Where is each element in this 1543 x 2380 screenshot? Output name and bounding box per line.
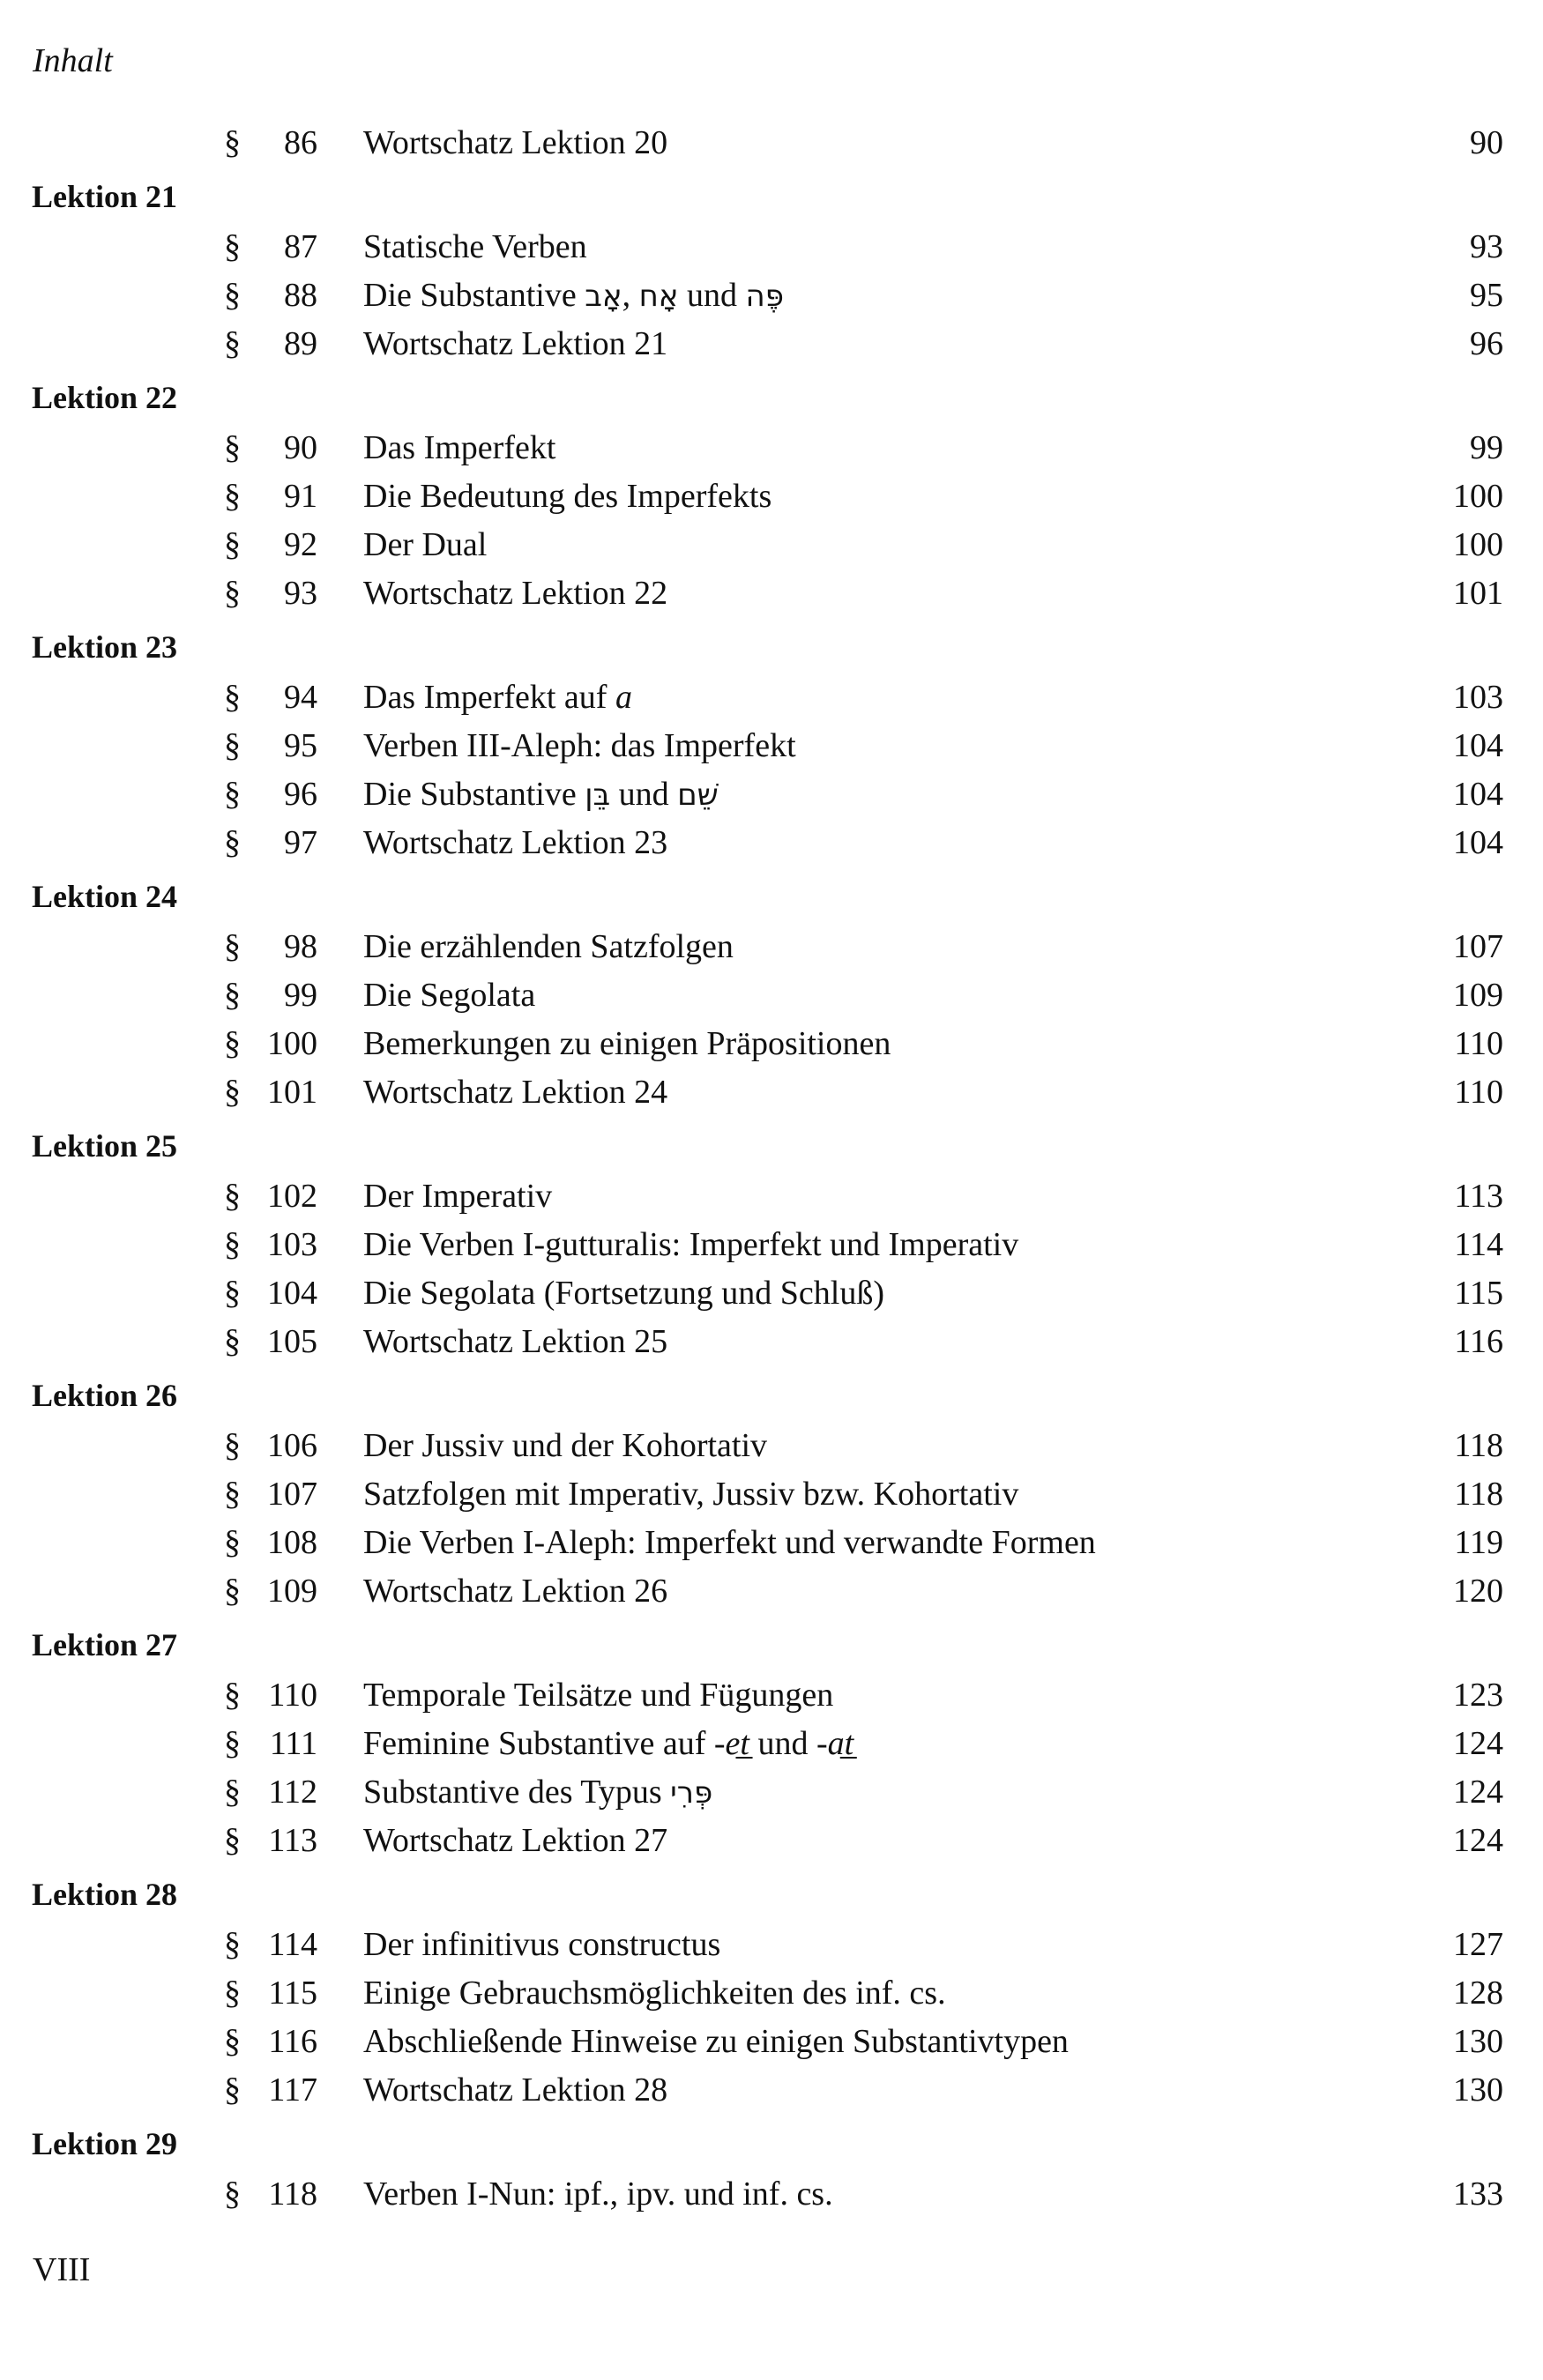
section-sign: § — [224, 1524, 241, 1561]
entry-title: Wortschatz Lektion 25 — [363, 1323, 668, 1360]
section-number: 87 — [284, 228, 317, 265]
section-number: 92 — [284, 526, 317, 563]
toc-entry[interactable] — [0, 1567, 1543, 1616]
entry-title: Der Imperativ — [363, 1178, 553, 1215]
entry-title: Bemerkungen zu einigen Präpositionen — [363, 1025, 891, 1062]
hebrew-word: שֵׁם — [677, 777, 719, 813]
lesson-heading — [0, 871, 1543, 923]
page-number: 130 — [1453, 2023, 1503, 2060]
toc-entry[interactable] — [0, 1921, 1543, 1969]
page-number: 109 — [1453, 977, 1503, 1014]
section-sign: § — [224, 1725, 241, 1762]
page-number: 100 — [1453, 526, 1503, 563]
entry-title: Die Verben I-gutturalis: Imperfekt und Imperativ — [363, 1226, 1019, 1263]
toc-entry[interactable] — [0, 1269, 1543, 1318]
section-sign: § — [224, 2071, 241, 2109]
page-number: 110 — [1454, 1074, 1503, 1111]
entry-title — [363, 1720, 853, 1768]
lesson-heading — [0, 1869, 1543, 1921]
section-number: 115 — [268, 1975, 317, 2012]
entry-title: Temporale Teilsätze und Fügungen — [363, 1677, 834, 1714]
lesson-heading — [0, 2118, 1543, 2170]
page-number: 118 — [1454, 1476, 1503, 1513]
title-text: , — [622, 277, 639, 314]
page-number: 120 — [1453, 1573, 1503, 1610]
lesson-title: Lektion 29 — [32, 2126, 178, 2161]
entry-title: Das Imperfekt — [363, 429, 556, 466]
lesson-title: Lektion 26 — [32, 1378, 178, 1413]
title-italic: a — [615, 679, 632, 716]
section-sign: § — [224, 1226, 241, 1263]
section-sign: § — [224, 429, 241, 466]
toc-entry[interactable] — [0, 1519, 1543, 1567]
entry-title: Der Dual — [363, 526, 488, 563]
lesson-heading — [0, 171, 1543, 223]
section-number: 116 — [268, 2023, 317, 2060]
entry-title: Satzfolgen mit Imperativ, Jussiv bzw. Kohortativ — [363, 1476, 1019, 1513]
section-number: 97 — [284, 824, 317, 861]
section-sign: § — [224, 2023, 241, 2060]
section-sign: § — [224, 1323, 241, 1360]
section-number: 91 — [284, 478, 317, 515]
page-number: 124 — [1453, 1725, 1503, 1762]
entry-title — [363, 271, 784, 321]
section-sign: § — [224, 1975, 241, 2012]
hebrew-word: אָב — [585, 279, 622, 314]
lesson-title: Lektion 22 — [32, 380, 178, 415]
entry-title: Wortschatz Lektion 27 — [363, 1822, 668, 1859]
section-sign: § — [224, 1476, 241, 1513]
section-sign: § — [224, 727, 241, 764]
page-number: 113 — [1454, 1178, 1503, 1215]
entry-title: Wortschatz Lektion 23 — [363, 824, 668, 861]
toc-entry[interactable] — [0, 1671, 1543, 1720]
title-text: und — [610, 776, 678, 813]
page-number: 133 — [1453, 2175, 1503, 2213]
hebrew-word: אָח — [638, 279, 679, 314]
toc-entry[interactable] — [0, 770, 1543, 819]
page-number: 123 — [1453, 1677, 1503, 1714]
page-number: 124 — [1453, 1774, 1503, 1811]
section-sign: § — [224, 1025, 241, 1062]
title-text: Feminine Substantive auf — [363, 1725, 714, 1762]
section-number: 106 — [267, 1427, 317, 1464]
toc-entry[interactable] — [0, 223, 1543, 271]
title-text: Die Substantive — [363, 776, 585, 813]
lesson-heading — [0, 1120, 1543, 1172]
entry-title: Der infinitivus constructus — [363, 1926, 721, 1963]
page-number: 104 — [1453, 776, 1503, 813]
entry-title: Statische Verben — [363, 228, 587, 265]
page-folio: VIII — [33, 2251, 91, 2288]
toc-entry[interactable] — [0, 722, 1543, 770]
hebrew-word: בֵּן — [585, 777, 611, 813]
page-number: 128 — [1453, 1975, 1503, 2012]
section-number: 112 — [268, 1774, 317, 1811]
lesson-title: Lektion 24 — [32, 879, 178, 914]
page-number: 127 — [1453, 1926, 1503, 1963]
section-number: 107 — [267, 1476, 317, 1513]
section-number: 89 — [284, 325, 317, 362]
toc-entry[interactable] — [0, 320, 1543, 368]
toc-entry[interactable] — [0, 1422, 1543, 1470]
page-number: 99 — [1470, 429, 1503, 466]
section-number: 99 — [284, 977, 317, 1014]
section-sign: § — [224, 478, 241, 515]
section-number: 108 — [267, 1524, 317, 1561]
entry-title — [363, 1768, 712, 1818]
toc-entry[interactable] — [0, 1068, 1543, 1117]
entry-title: Wortschatz Lektion 26 — [363, 1573, 668, 1610]
toc-entry[interactable] — [0, 569, 1543, 618]
title-italic: -et̲ — [713, 1725, 749, 1762]
section-number: 110 — [268, 1677, 317, 1714]
section-number: 109 — [267, 1573, 317, 1610]
page-number: 103 — [1453, 679, 1503, 716]
page-number: 118 — [1454, 1427, 1503, 1464]
page-number: 93 — [1470, 228, 1503, 265]
lesson-title: Lektion 23 — [32, 629, 178, 665]
toc-entry[interactable] — [0, 1020, 1543, 1068]
toc-entry[interactable] — [0, 271, 1543, 320]
section-sign: § — [224, 2175, 241, 2213]
entry-title: Wortschatz Lektion 20 — [363, 124, 668, 161]
section-number: 95 — [284, 727, 317, 764]
section-number: 103 — [267, 1226, 317, 1263]
lesson-title: Lektion 21 — [32, 179, 178, 214]
section-sign: § — [224, 776, 241, 813]
section-sign: § — [224, 679, 241, 716]
page-number: 101 — [1453, 575, 1503, 612]
page-number: 104 — [1453, 727, 1503, 764]
section-number: 93 — [284, 575, 317, 612]
title-italic: -at̲ — [816, 1725, 854, 1762]
entry-title: Die erzählenden Satzfolgen — [363, 928, 734, 965]
section-sign: § — [224, 1178, 241, 1215]
toc-entry[interactable] — [0, 424, 1543, 472]
section-number: 94 — [284, 679, 317, 716]
section-sign: § — [224, 228, 241, 265]
entry-title: Die Verben I-Aleph: Imperfekt und verwandte Formen — [363, 1524, 1096, 1561]
title-text: Die Substantive — [363, 277, 585, 314]
toc-entry[interactable] — [0, 1969, 1543, 2018]
section-number: 111 — [269, 1725, 317, 1762]
entry-title: Verben III-Aleph: das Imperfekt — [363, 727, 796, 764]
entry-title — [363, 770, 719, 820]
page-number: 90 — [1470, 124, 1503, 161]
entry-title: Einige Gebrauchsmöglichkeiten des inf. cs. — [363, 1975, 946, 2012]
toc-entry[interactable] — [0, 472, 1543, 521]
page-number: 119 — [1454, 1524, 1503, 1561]
section-number: 88 — [284, 277, 317, 314]
toc-entry[interactable] — [0, 521, 1543, 569]
toc-entry[interactable] — [0, 1470, 1543, 1519]
entry-title: Die Segolata (Fortsetzung und Schluß) — [363, 1275, 885, 1312]
toc-entry[interactable] — [0, 1768, 1543, 1817]
entry-title: Abschließende Hinweise zu einigen Substantivtypen — [363, 2023, 1069, 2060]
entry-title: Der Jussiv und der Kohortativ — [363, 1427, 768, 1464]
page-number: 100 — [1453, 478, 1503, 515]
lesson-heading — [0, 1619, 1543, 1671]
title-text: Substantive des Typus — [363, 1774, 671, 1811]
section-sign: § — [224, 277, 241, 314]
section-sign: § — [224, 575, 241, 612]
page-number: 96 — [1470, 325, 1503, 362]
hebrew-word: פְּרִי — [670, 1775, 713, 1811]
toc-entry[interactable] — [0, 119, 1543, 167]
page-number: 116 — [1454, 1323, 1503, 1360]
page-number: 95 — [1470, 277, 1503, 314]
toc-entry[interactable] — [0, 2170, 1543, 2219]
section-sign: § — [224, 977, 241, 1014]
toc-entry[interactable] — [0, 1172, 1543, 1221]
section-sign: § — [224, 1275, 241, 1312]
lesson-title: Lektion 28 — [32, 1877, 178, 1912]
title-text: und — [749, 1725, 816, 1762]
section-sign: § — [224, 824, 241, 861]
toc-entry[interactable] — [0, 1221, 1543, 1269]
section-sign: § — [224, 1822, 241, 1859]
section-number: 102 — [267, 1178, 317, 1215]
page-number: 115 — [1454, 1275, 1503, 1312]
page-number: 114 — [1454, 1226, 1503, 1263]
section-number: 104 — [267, 1275, 317, 1312]
section-number: 100 — [267, 1025, 317, 1062]
entry-title — [363, 673, 632, 722]
entry-title: Verben I-Nun: ipf., ipv. und inf. cs. — [363, 2175, 833, 2213]
title-text: Das Imperfekt auf — [363, 679, 615, 716]
section-number: 117 — [268, 2071, 317, 2109]
entry-title: Wortschatz Lektion 21 — [363, 325, 668, 362]
toc-entry[interactable] — [0, 923, 1543, 971]
lesson-title: Lektion 25 — [32, 1128, 178, 1164]
lesson-heading — [0, 372, 1543, 424]
toc-entry[interactable] — [0, 1817, 1543, 1865]
section-sign: § — [224, 1926, 241, 1963]
toc-entry[interactable] — [0, 971, 1543, 1020]
page-number: 124 — [1453, 1822, 1503, 1859]
page-number: 110 — [1454, 1025, 1503, 1062]
lesson-heading — [0, 1370, 1543, 1422]
running-header: Inhalt — [33, 42, 113, 79]
section-sign: § — [224, 1677, 241, 1714]
toc-entry[interactable] — [0, 819, 1543, 867]
hebrew-word: פֶּה — [745, 279, 784, 314]
lesson-title: Lektion 27 — [32, 1627, 178, 1662]
section-sign: § — [224, 1074, 241, 1111]
entry-title: Die Segolata — [363, 977, 536, 1014]
section-number: 101 — [267, 1074, 317, 1111]
entry-title: Die Bedeutung des Imperfekts — [363, 478, 772, 515]
section-number: 113 — [268, 1822, 317, 1859]
entry-title: Wortschatz Lektion 24 — [363, 1074, 668, 1111]
section-number: 118 — [268, 2175, 317, 2213]
toc-entry[interactable] — [0, 1318, 1543, 1366]
entry-title: Wortschatz Lektion 28 — [363, 2071, 668, 2109]
section-number: 98 — [284, 928, 317, 965]
section-number: 105 — [267, 1323, 317, 1360]
entry-title: Wortschatz Lektion 22 — [363, 575, 668, 612]
section-sign: § — [224, 325, 241, 362]
section-sign: § — [224, 124, 241, 161]
section-sign: § — [224, 1774, 241, 1811]
table-of-contents — [0, 119, 1543, 2219]
section-number: 114 — [268, 1926, 317, 1963]
section-sign: § — [224, 1427, 241, 1464]
page-number: 104 — [1453, 824, 1503, 861]
section-sign: § — [224, 526, 241, 563]
section-number: 90 — [284, 429, 317, 466]
section-sign: § — [224, 928, 241, 965]
toc-entry[interactable] — [0, 1720, 1543, 1768]
page-number: 107 — [1453, 928, 1503, 965]
page-number: 130 — [1453, 2071, 1503, 2109]
toc-entry[interactable] — [0, 673, 1543, 722]
section-number: 96 — [284, 776, 317, 813]
section-sign: § — [224, 1573, 241, 1610]
toc-entry[interactable] — [0, 2018, 1543, 2066]
toc-entry[interactable] — [0, 2066, 1543, 2115]
title-text: und — [678, 277, 746, 314]
section-number: 86 — [284, 124, 317, 161]
lesson-heading — [0, 621, 1543, 673]
